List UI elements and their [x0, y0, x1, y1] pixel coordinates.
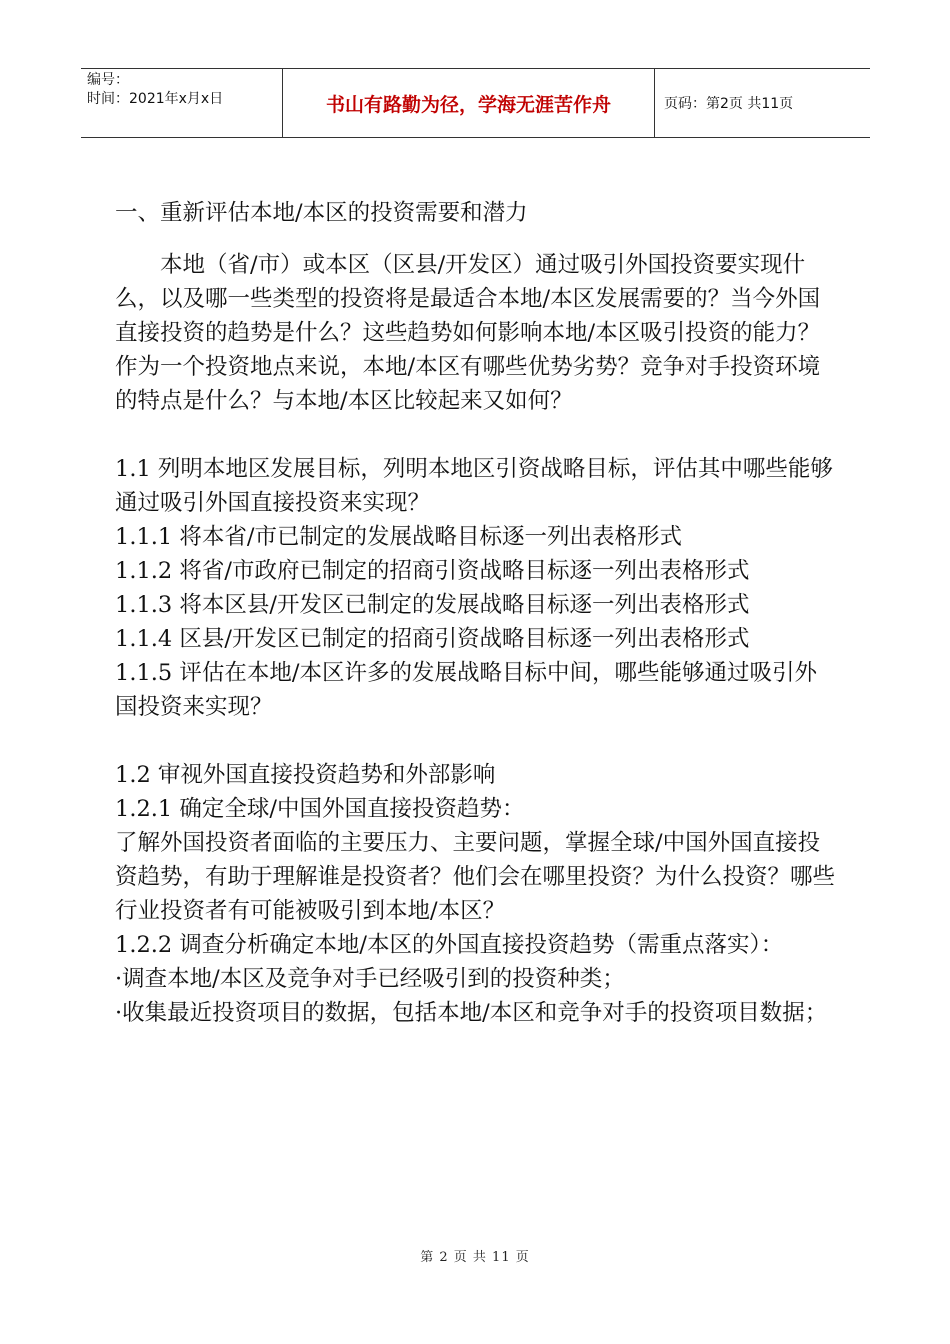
section-1-1-1: 1.1.1 将本省/市已制定的发展战略目标逐一列出表格形式 — [115, 524, 682, 550]
document-body — [115, 196, 837, 1030]
number-label: 编号： — [87, 72, 129, 88]
intro-paragraph: 本地（省/市）或本区（区县/开发区）通过吸引外国投资要实现什么，以及哪一些类型的投资将是最适合本地/本区发展需要的？当今外国直接投资的趋势是什么？这些趋势如何影响本地/本区吸引投资的能力？作为一个投资地点来说，本地/本区有哪些优势劣势？竞争对手投资环境的特点是什么？与本地/本区比较起来又如何？ — [115, 252, 821, 414]
section-1-1: 1.1 列明本地区发展目标，列明本地区引资战略目标，评估其中哪些能够通过吸引外国直接投资来实现？ — [115, 456, 833, 516]
header-meta — [81, 69, 283, 137]
bullet-item: ·收集最近投资项目的数据，包括本地/本区和竞争对手的投资项目数据； — [115, 1000, 828, 1026]
bullet-item: ·调查本地/本区及竞争对手已经吸引到的投资种类； — [115, 966, 625, 992]
header-page-info: 页码：第2页 共11页 — [664, 96, 794, 112]
page-header — [81, 68, 870, 138]
section-1-2-2: 1.2.2 调查分析确定本地/本区的外国直接投资趋势（需重点落实）： — [115, 932, 784, 958]
section-1-2-1-body: 了解外国投资者面临的主要压力、主要问题，掌握全球/中国外国直接投资趋势，有助于理解谁是投资者？他们会在哪里投资？为什么投资？哪些行业投资者有可能被吸引到本地/本区？ — [115, 830, 836, 924]
section-1-1-4: 1.1.4 区县/开发区已制定的招商引资战略目标逐一列出表格形式 — [115, 626, 750, 652]
section-1-1-2: 1.1.2 将省/市政府已制定的招商引资战略目标逐一列出表格形式 — [115, 558, 750, 584]
section-heading: 一、重新评估本地/本区的投资需要和潜力 — [115, 200, 528, 226]
time-label: 时间：2021年x月x日 — [87, 91, 224, 107]
section-1-2: 1.2 审视外国直接投资趋势和外部影响 — [115, 762, 496, 788]
section-1-1-5: 1.1.5 评估在本地/本区许多的发展战略目标中间，哪些能够通过吸引外国投资来实现？ — [115, 660, 817, 720]
header-motto: 书山有路勤为径，学海无涯苦作舟 — [283, 69, 655, 137]
section-1-2-1: 1.2.1 确定全球/中国外国直接投资趋势： — [115, 796, 525, 822]
page-footer: 第 2 页 共 11 页 — [420, 1250, 530, 1265]
section-1-1-3: 1.1.3 将本区县/开发区已制定的发展战略目标逐一列出表格形式 — [115, 592, 750, 618]
